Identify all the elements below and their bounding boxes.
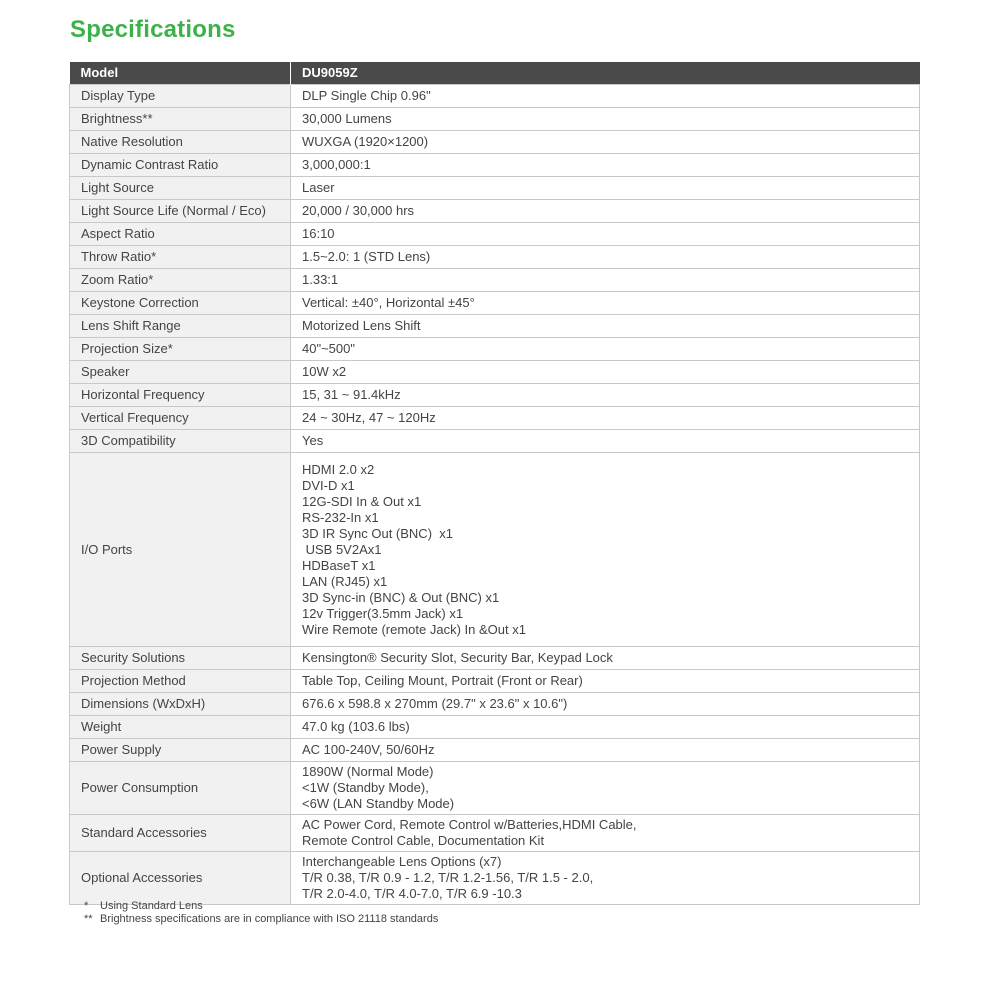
spec-value-line: Interchangeable Lens Options (x7) bbox=[302, 854, 502, 869]
spec-value: 30,000 Lumens bbox=[291, 108, 920, 131]
spec-label: Lens Shift Range bbox=[70, 315, 291, 338]
spec-value: 1.5~2.0: 1 (STD Lens) bbox=[291, 246, 920, 269]
spec-value-line: HDMI 2.0 x2 bbox=[302, 462, 375, 477]
spec-value: WUXGA (1920×1200) bbox=[291, 131, 920, 154]
spec-label: Projection Method bbox=[70, 670, 291, 693]
spec-label: Security Solutions bbox=[70, 647, 291, 670]
spec-label: Zoom Ratio* bbox=[70, 269, 291, 292]
spec-value: 40"~500" bbox=[291, 338, 920, 361]
spec-value bbox=[291, 815, 920, 852]
footnote-mark: ** bbox=[84, 913, 93, 925]
table-row bbox=[70, 384, 920, 407]
spec-value: Yes bbox=[291, 430, 920, 453]
footnote-standard-lens bbox=[84, 900, 438, 913]
spec-label: Display Type bbox=[70, 85, 291, 108]
spec-value-line: HDBaseT x1 bbox=[302, 558, 376, 573]
spec-value-line: Remote Control Cable, Documentation Kit bbox=[302, 833, 545, 848]
spec-label: 3D Compatibility bbox=[70, 430, 291, 453]
table-header-row bbox=[70, 62, 920, 85]
table-row bbox=[70, 223, 920, 246]
spec-value: 24 ~ 30Hz, 47 ~ 120Hz bbox=[291, 407, 920, 430]
table-row bbox=[70, 246, 920, 269]
spec-value-line: RS-232-In x1 bbox=[302, 510, 379, 525]
spec-value: AC 100-240V, 50/60Hz bbox=[291, 739, 920, 762]
table-row bbox=[70, 815, 920, 852]
spec-value-line: <6W (LAN Standby Mode) bbox=[302, 796, 455, 811]
specifications-table bbox=[69, 62, 920, 905]
spec-value-line: AC Power Cord, Remote Control w/Batteries,HDMI Cable, bbox=[302, 817, 637, 832]
table-row bbox=[70, 338, 920, 361]
spec-label: Brightness** bbox=[70, 108, 291, 131]
header-model-value: DU9059Z bbox=[291, 62, 920, 85]
spec-value: 3,000,000:1 bbox=[291, 154, 920, 177]
table-row bbox=[70, 361, 920, 384]
spec-label: Speaker bbox=[70, 361, 291, 384]
spec-label: Native Resolution bbox=[70, 131, 291, 154]
table-row bbox=[70, 269, 920, 292]
table-row bbox=[70, 292, 920, 315]
table-row bbox=[70, 739, 920, 762]
spec-value: DLP Single Chip 0.96" bbox=[291, 85, 920, 108]
footnotes bbox=[84, 900, 438, 926]
table-row bbox=[70, 108, 920, 131]
spec-value: 20,000 / 30,000 hrs bbox=[291, 200, 920, 223]
table-row bbox=[70, 315, 920, 338]
table-row bbox=[70, 430, 920, 453]
table-row bbox=[70, 177, 920, 200]
spec-label: Aspect Ratio bbox=[70, 223, 291, 246]
spec-label: Power Supply bbox=[70, 739, 291, 762]
footnote-mark: * bbox=[84, 900, 89, 912]
footnote-text: Using Standard Lens bbox=[100, 900, 203, 912]
spec-label: Dynamic Contrast Ratio bbox=[70, 154, 291, 177]
table-row bbox=[70, 154, 920, 177]
spec-value: Vertical: ±40°, Horizontal ±45° bbox=[291, 292, 920, 315]
spec-value bbox=[291, 762, 920, 815]
spec-value-line: T/R 0.38, T/R 0.9 - 1.2, T/R 1.2-1.56, T/R 1.5 - 2.0, bbox=[302, 870, 594, 885]
table-row bbox=[70, 693, 920, 716]
spec-label: I/O Ports bbox=[70, 453, 291, 647]
spec-label: Power Consumption bbox=[70, 762, 291, 815]
footnote-text: Brightness specifications are in compliance with ISO 21118 standards bbox=[100, 913, 439, 925]
spec-value-line: 3D IR Sync Out (BNC) x1 bbox=[302, 526, 453, 541]
table-row bbox=[70, 762, 920, 815]
table-row bbox=[70, 85, 920, 108]
spec-label: Optional Accessories bbox=[70, 852, 291, 905]
header-model-label: Model bbox=[70, 62, 291, 85]
table-row bbox=[70, 407, 920, 430]
spec-label: Horizontal Frequency bbox=[70, 384, 291, 407]
table-row bbox=[70, 131, 920, 154]
spec-value bbox=[291, 453, 920, 647]
spec-value-line: DVI-D x1 bbox=[302, 478, 355, 493]
spec-value: Motorized Lens Shift bbox=[291, 315, 920, 338]
spec-value-line: Wire Remote (remote Jack) In &Out x1 bbox=[302, 622, 526, 637]
spec-label: Light Source Life (Normal / Eco) bbox=[70, 200, 291, 223]
spec-value-line: <1W (Standby Mode), bbox=[302, 780, 429, 795]
spec-label: Throw Ratio* bbox=[70, 246, 291, 269]
spec-value: 676.6 x 598.8 x 270mm (29.7" x 23.6" x 10.6") bbox=[291, 693, 920, 716]
spec-label: Standard Accessories bbox=[70, 815, 291, 852]
spec-value-line: 1890W (Normal Mode) bbox=[302, 764, 434, 779]
spec-label: Vertical Frequency bbox=[70, 407, 291, 430]
spec-value-line: 12G-SDI In & Out x1 bbox=[302, 494, 422, 509]
spec-value: Kensington® Security Slot, Security Bar, Keypad Lock bbox=[291, 647, 920, 670]
table-row bbox=[70, 200, 920, 223]
spec-value: 47.0 kg (103.6 lbs) bbox=[291, 716, 920, 739]
spec-label: Dimensions (WxDxH) bbox=[70, 693, 291, 716]
spec-label: Light Source bbox=[70, 177, 291, 200]
spec-value: 1.33:1 bbox=[291, 269, 920, 292]
table-row bbox=[70, 670, 920, 693]
spec-value: 10W x2 bbox=[291, 361, 920, 384]
spec-value-line: T/R 2.0-4.0, T/R 4.0-7.0, T/R 6.9 -10.3 bbox=[302, 886, 522, 901]
spec-value-line: 3D Sync-in (BNC) & Out (BNC) x1 bbox=[302, 590, 500, 605]
spec-value: Table Top, Ceiling Mount, Portrait (Front or Rear) bbox=[291, 670, 920, 693]
table-row bbox=[70, 453, 920, 647]
table-row bbox=[70, 716, 920, 739]
table-row bbox=[70, 647, 920, 670]
footnote-brightness bbox=[84, 913, 438, 926]
spec-value: 16:10 bbox=[291, 223, 920, 246]
spec-value-line: 12v Trigger(3.5mm Jack) x1 bbox=[302, 606, 464, 621]
spec-label: Projection Size* bbox=[70, 338, 291, 361]
spec-value: 15, 31 ~ 91.4kHz bbox=[291, 384, 920, 407]
specifications-body bbox=[70, 85, 920, 905]
spec-value-line: LAN (RJ45) x1 bbox=[302, 574, 388, 589]
spec-value: Laser bbox=[291, 177, 920, 200]
table-row bbox=[70, 852, 920, 905]
spec-value bbox=[291, 852, 920, 905]
spec-value-line: USB 5V2Ax1 bbox=[302, 542, 382, 557]
spec-label: Keystone Correction bbox=[70, 292, 291, 315]
page-title: Specifications bbox=[70, 16, 236, 43]
spec-label: Weight bbox=[70, 716, 291, 739]
